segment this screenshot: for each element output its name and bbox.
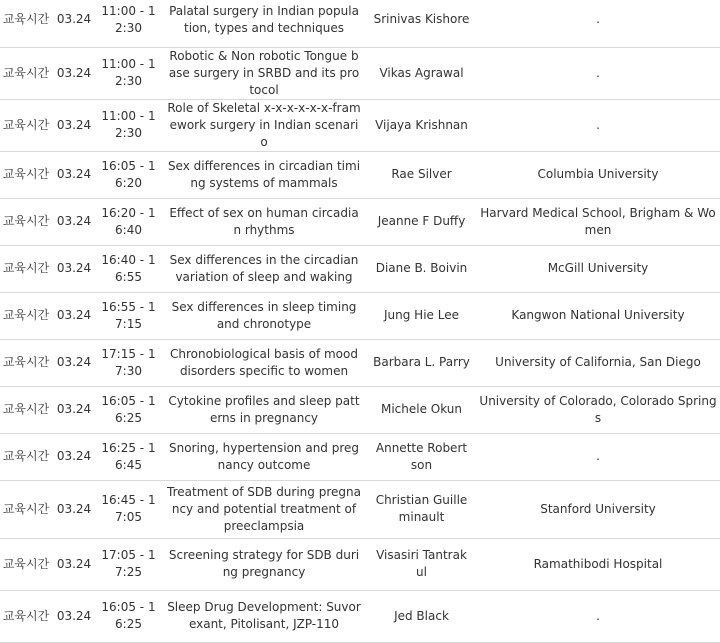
session-time: 11:00 - 12:30: [96, 47, 161, 99]
session-type: 교육시간: [0, 47, 52, 99]
session-date: 03.24: [52, 590, 96, 642]
table-row: [0, 292, 720, 339]
session-topic: Treatment of SDB during pregnancy and potential treatment of preeclampsia: [161, 480, 367, 538]
session-type: 교육시간: [0, 386, 52, 433]
session-date: 03.24: [52, 198, 96, 245]
session-type: 교육시간: [0, 480, 52, 538]
session-type: 교육시간: [0, 245, 52, 292]
session-date: 03.24: [52, 386, 96, 433]
table-row: [0, 386, 720, 433]
session-date: 03.24: [52, 480, 96, 538]
session-topic: Sex differences in the circadian variation of sleep and waking: [161, 245, 367, 292]
session-time: 16:40 - 16:55: [96, 245, 161, 292]
session-speaker: Jeanne F Duffy: [367, 198, 476, 245]
session-speaker: Vikas Agrawal: [367, 47, 476, 99]
session-date: 03.24: [52, 433, 96, 480]
session-speaker: Srinivas Kishore: [367, 0, 476, 47]
session-topic: Sleep Drug Development: Suvorexant, Pitolisant, JZP-110: [161, 590, 367, 642]
session-affiliation: .: [476, 47, 720, 99]
session-speaker: Jung Hie Lee: [367, 292, 476, 339]
session-time: 16:45 - 17:05: [96, 480, 161, 538]
session-affiliation: Kangwon National University: [476, 292, 720, 339]
session-topic: Snoring, hypertension and pregnancy outcome: [161, 433, 367, 480]
session-type: 교육시간: [0, 433, 52, 480]
session-type: 교육시간: [0, 538, 52, 590]
session-affiliation: Columbia University: [476, 151, 720, 198]
table-row: [0, 590, 720, 642]
session-time: 16:20 - 16:40: [96, 198, 161, 245]
session-affiliation: Stanford University: [476, 480, 720, 538]
table-row: [0, 339, 720, 386]
table-row: [0, 538, 720, 590]
session-topic: Robotic & Non robotic Tongue base surgery in SRBD and its protocol: [161, 47, 367, 99]
table-row: [0, 99, 720, 151]
session-topic: Role of Skeletal x-x-x-x-x-x-framework surgery in Indian scenario: [161, 99, 367, 151]
session-speaker: Annette Robertson: [367, 433, 476, 480]
session-time: 16:05 - 16:25: [96, 386, 161, 433]
table-row: [0, 198, 720, 245]
table-row: [0, 480, 720, 538]
session-topic: Sex differences in sleep timing and chronotype: [161, 292, 367, 339]
session-topic: Screening strategy for SDB during pregnancy: [161, 538, 367, 590]
session-date: 03.24: [52, 0, 96, 47]
session-date: 03.24: [52, 245, 96, 292]
session-time: 11:00 - 12:30: [96, 0, 161, 47]
session-type: 교육시간: [0, 198, 52, 245]
table-row: [0, 151, 720, 198]
session-topic: Palatal surgery in Indian population, types and techniques: [161, 0, 367, 47]
session-date: 03.24: [52, 339, 96, 386]
session-speaker: Diane B. Boivin: [367, 245, 476, 292]
table-row: [0, 47, 720, 99]
session-type: 교육시간: [0, 151, 52, 198]
session-time: 16:05 - 16:20: [96, 151, 161, 198]
session-affiliation: Ramathibodi Hospital: [476, 538, 720, 590]
session-time: 16:25 - 16:45: [96, 433, 161, 480]
table-row: [0, 433, 720, 480]
session-time: 16:55 - 17:15: [96, 292, 161, 339]
session-speaker: Jed Black: [367, 590, 476, 642]
session-date: 03.24: [52, 99, 96, 151]
table-row: [0, 0, 720, 47]
session-time: 17:15 - 17:30: [96, 339, 161, 386]
session-speaker: Christian Guilleminault: [367, 480, 476, 538]
table-row: [0, 245, 720, 292]
session-speaker: Rae Silver: [367, 151, 476, 198]
session-type: 교육시간: [0, 292, 52, 339]
session-type: 교육시간: [0, 339, 52, 386]
session-affiliation: Harvard Medical School, Brigham & Women: [476, 198, 720, 245]
session-date: 03.24: [52, 47, 96, 99]
session-speaker: Vijaya Krishnan: [367, 99, 476, 151]
session-speaker: Barbara L. Parry: [367, 339, 476, 386]
session-speaker: Michele Okun: [367, 386, 476, 433]
session-date: 03.24: [52, 538, 96, 590]
session-type: 교육시간: [0, 590, 52, 642]
session-date: 03.24: [52, 151, 96, 198]
session-affiliation: McGill University: [476, 245, 720, 292]
session-type: 교육시간: [0, 99, 52, 151]
session-affiliation: .: [476, 99, 720, 151]
session-time: 16:05 - 16:25: [96, 590, 161, 642]
session-topic: Effect of sex on human circadian rhythms: [161, 198, 367, 245]
session-date: 03.24: [52, 292, 96, 339]
session-topic: Chronobiological basis of mood disorders specific to women: [161, 339, 367, 386]
session-affiliation: .: [476, 0, 720, 47]
session-affiliation: University of Colorado, Colorado Springs: [476, 386, 720, 433]
session-affiliation: University of California, San Diego: [476, 339, 720, 386]
session-type: 교육시간: [0, 0, 52, 47]
session-topic: Sex differences in circadian timing systems of mammals: [161, 151, 367, 198]
session-time: 17:05 - 17:25: [96, 538, 161, 590]
session-speaker: Visasiri Tantrakul: [367, 538, 476, 590]
session-time: 11:00 - 12:30: [96, 99, 161, 151]
session-topic: Cytokine profiles and sleep patterns in pregnancy: [161, 386, 367, 433]
session-affiliation: .: [476, 590, 720, 642]
session-affiliation: .: [476, 433, 720, 480]
